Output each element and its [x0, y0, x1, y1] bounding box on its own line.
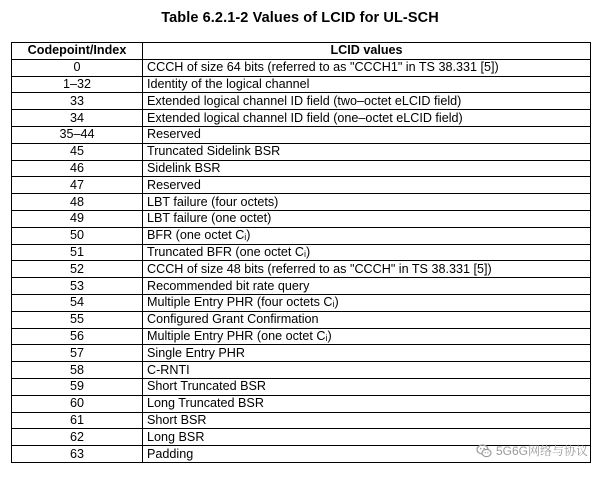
- table-row: [12, 328, 591, 345]
- codepoint-cell: 62: [12, 429, 143, 446]
- lcid-value-cell: Multiple Entry PHR (four octets Cᵢ): [143, 294, 591, 311]
- lcid-value-cell: LBT failure (four octets): [143, 194, 591, 211]
- codepoint-cell: 61: [12, 412, 143, 429]
- lcid-value-cell: CCCH of size 64 bits (referred to as "CCCH1" in TS 38.331 [5]): [143, 59, 591, 76]
- lcid-value-cell: Extended logical channel ID field (one–octet eLCID field): [143, 110, 591, 127]
- table-row: [12, 278, 591, 295]
- lcid-value-cell: Short Truncated BSR: [143, 378, 591, 395]
- codepoint-cell: 60: [12, 395, 143, 412]
- lcid-value-cell: BFR (one octet Cᵢ): [143, 227, 591, 244]
- lcid-value-cell: Padding: [143, 446, 591, 463]
- codepoint-cell: 45: [12, 143, 143, 160]
- table-row: [12, 378, 591, 395]
- lcid-value-cell: CCCH of size 48 bits (referred to as "CCCH" in TS 38.331 [5]): [143, 261, 591, 278]
- table-row: [12, 194, 591, 211]
- watermark-text: 5G6G网络与协议: [495, 444, 588, 458]
- codepoint-cell: 1–32: [12, 76, 143, 93]
- lcid-value-cell: Long Truncated BSR: [143, 395, 591, 412]
- lcid-value-cell: Multiple Entry PHR (one octet Cᵢ): [143, 328, 591, 345]
- lcid-value-cell: Single Entry PHR: [143, 345, 591, 362]
- table-row: [12, 227, 591, 244]
- lcid-value-cell: Reserved: [143, 126, 591, 143]
- codepoint-cell: 53: [12, 278, 143, 295]
- table-row: [12, 143, 591, 160]
- codepoint-cell: 59: [12, 378, 143, 395]
- lcid-value-cell: Truncated Sidelink BSR: [143, 143, 591, 160]
- table-header-row: [12, 43, 591, 60]
- lcid-value-cell: Extended logical channel ID field (two–octet eLCID field): [143, 93, 591, 110]
- codepoint-cell: 46: [12, 160, 143, 177]
- table-row: [12, 261, 591, 278]
- watermark: [476, 442, 588, 459]
- lcid-value-cell: Short BSR: [143, 412, 591, 429]
- lcid-value-cell: Long BSR: [143, 429, 591, 446]
- lcid-value-cell: Recommended bit rate query: [143, 278, 591, 295]
- wechat-icon: [476, 443, 492, 459]
- codepoint-cell: 48: [12, 194, 143, 211]
- codepoint-cell: 47: [12, 177, 143, 194]
- lcid-value-cell: C-RNTI: [143, 362, 591, 379]
- table-row: [12, 412, 591, 429]
- table-row: [12, 345, 591, 362]
- codepoint-cell: 63: [12, 446, 143, 463]
- table-row: [12, 160, 591, 177]
- lcid-value-cell: Identity of the logical channel: [143, 76, 591, 93]
- table-row: [12, 244, 591, 261]
- codepoint-cell: 33: [12, 93, 143, 110]
- codepoint-cell: 58: [12, 362, 143, 379]
- table-title: Table 6.2.1-2 Values of LCID for UL-SCH: [161, 10, 439, 26]
- codepoint-cell: 49: [12, 210, 143, 227]
- lcid-value-cell: Configured Grant Confirmation: [143, 311, 591, 328]
- table-row: [12, 126, 591, 143]
- lcid-value-cell: Reserved: [143, 177, 591, 194]
- codepoint-cell: 35–44: [12, 126, 143, 143]
- lcid-value-cell: Truncated BFR (one octet Cᵢ): [143, 244, 591, 261]
- lcid-table: [11, 42, 591, 463]
- codepoint-cell: 52: [12, 261, 143, 278]
- table-row: [12, 76, 591, 93]
- table-row: [12, 93, 591, 110]
- codepoint-cell: 50: [12, 227, 143, 244]
- codepoint-cell: 0: [12, 59, 143, 76]
- table-row: [12, 177, 591, 194]
- lcid-value-cell: Sidelink BSR: [143, 160, 591, 177]
- header-codepoint-index: Codepoint/Index: [12, 43, 143, 60]
- table-body: [12, 59, 591, 462]
- codepoint-cell: 54: [12, 294, 143, 311]
- table-row: [12, 110, 591, 127]
- codepoint-cell: 34: [12, 110, 143, 127]
- table-row: [12, 395, 591, 412]
- table-row: [12, 294, 591, 311]
- lcid-value-cell: LBT failure (one octet): [143, 210, 591, 227]
- codepoint-cell: 57: [12, 345, 143, 362]
- header-lcid-values: LCID values: [143, 43, 591, 60]
- table-row: [12, 210, 591, 227]
- table-row: [12, 362, 591, 379]
- codepoint-cell: 55: [12, 311, 143, 328]
- table-row: [12, 59, 591, 76]
- codepoint-cell: 56: [12, 328, 143, 345]
- codepoint-cell: 51: [12, 244, 143, 261]
- table-row: [12, 311, 591, 328]
